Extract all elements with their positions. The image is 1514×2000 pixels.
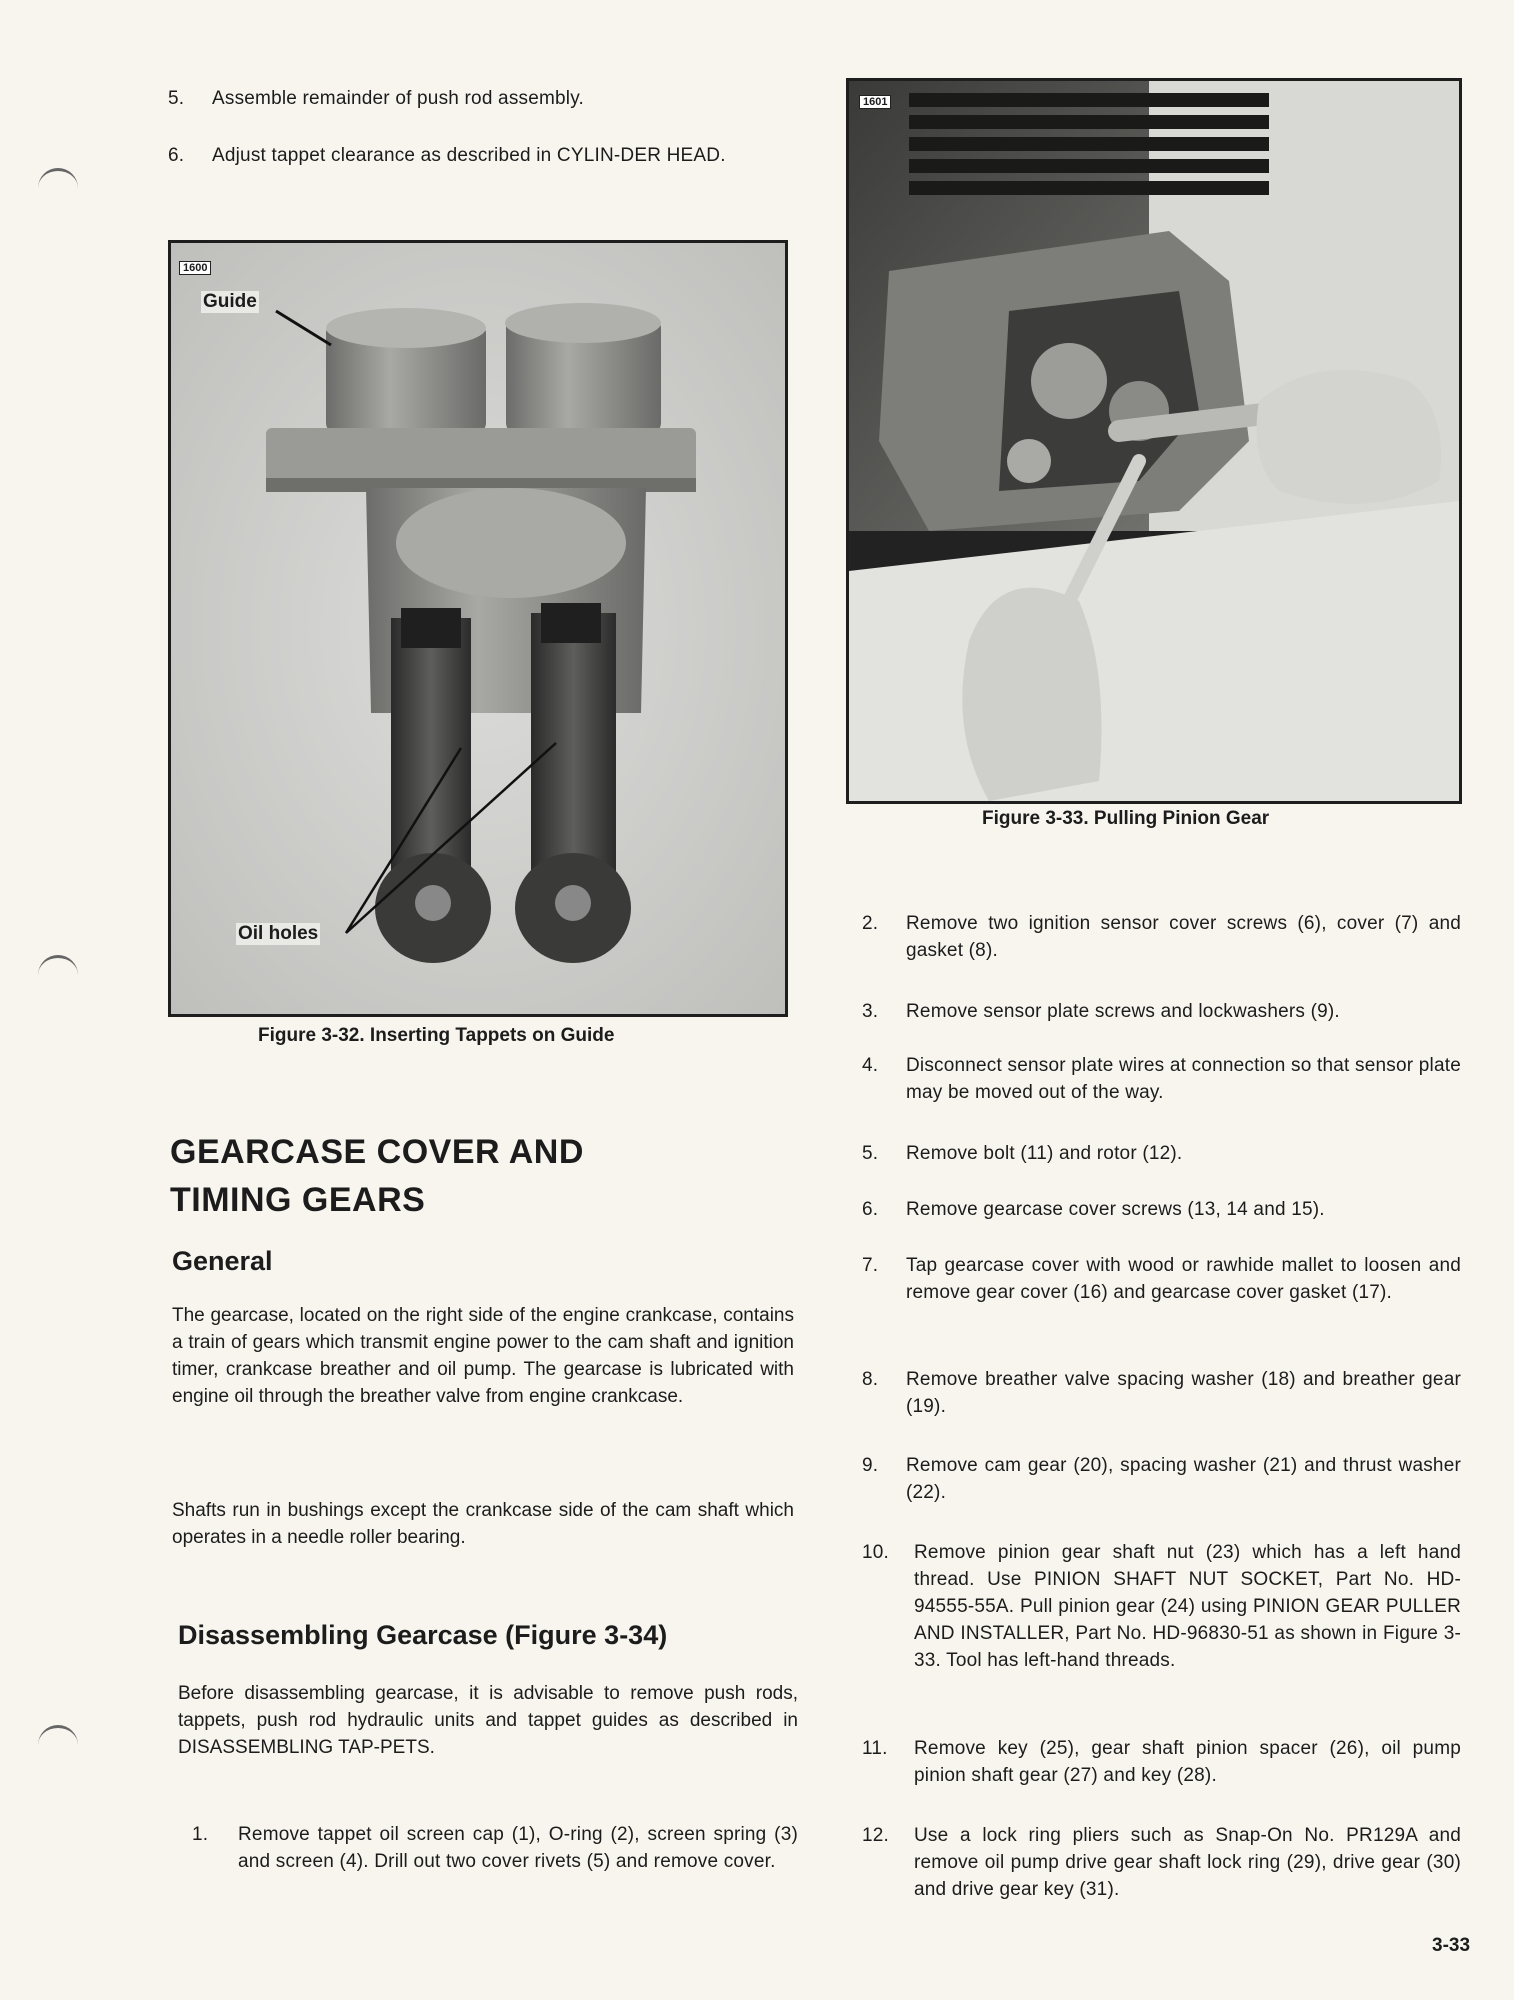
step-number: 2. — [862, 913, 879, 934]
page-number: 3-33 — [1432, 1935, 1471, 1956]
step-text: Remove sensor plate screws and lockwashers (9). — [906, 1001, 1340, 1022]
general-paragraph-2: Shafts run in bushings except the crankcase side of the cam shaft which operates in a needle roller bearing. — [172, 1500, 794, 1548]
step-text: Adjust tappet clearance as described in CYLIN-DER HEAD. — [212, 145, 726, 166]
step-text: Tap gearcase cover with wood or rawhide mallet to loosen and remove gear cover (16) and gearcase cover gasket (17). — [906, 1255, 1461, 1303]
step-text: Remove cam gear (20), spacing washer (21) and thrust washer (22). — [906, 1455, 1461, 1503]
section-title-line1: GEARCASE COVER AND — [170, 1133, 584, 1171]
step-text: Remove key (25), gear shaft pinion spacer (26), oil pump pinion shaft gear (27) and key (28). — [914, 1738, 1461, 1786]
step-number: 4. — [862, 1055, 879, 1076]
step-text: Remove pinion gear shaft nut (23) which has a left hand thread. Use PINION SHAFT NUT SOCKET, Part No. HD-94555-55A. Pull pinion gear (24) using PINION GEAR PULLER AND INSTALLER, Part No. HD-96830-51 as shown in Figure 3-33. Tool has left-hand threads. — [914, 1542, 1461, 1671]
step-text: Remove gearcase cover screws (13, 14 and 15). — [906, 1199, 1325, 1220]
step-number: 9. — [862, 1455, 879, 1476]
step-text: Remove bolt (11) and rotor (12). — [906, 1143, 1183, 1164]
figure-id: 1601 — [859, 95, 891, 109]
binder-hole-mark — [38, 1725, 78, 1750]
figure-id: 1600 — [179, 261, 211, 275]
step-number: 6. — [862, 1199, 879, 1220]
pulling-pinion-gear-illustration — [849, 81, 1459, 801]
step-number: 8. — [862, 1369, 879, 1390]
general-heading: General — [172, 1246, 273, 1276]
step-number: 1. — [192, 1824, 209, 1845]
guide-callout: Guide — [203, 291, 257, 312]
step-number: 5. — [862, 1143, 879, 1164]
section-title-line2: TIMING GEARS — [170, 1181, 426, 1219]
binder-hole-mark — [38, 955, 78, 980]
step-text: Remove two ignition sensor cover screws (6), cover (7) and gasket (8). — [906, 913, 1461, 961]
step-number: 3. — [862, 1001, 879, 1022]
general-paragraph-1: The gearcase, located on the right side of the engine crankcase, contains a train of gears which transmit engine power to the cam shaft and ignition timer, crankcase breather and oil pump. The gearcase is lubricated with engine oil through the breather valve from engine crankcase. — [172, 1305, 794, 1407]
step-number: 12. — [862, 1825, 890, 1846]
step-text: Remove breather valve spacing washer (18) and breather gear (19). — [906, 1369, 1461, 1417]
step-number: 6. — [168, 145, 185, 166]
tappet-guide-illustration — [171, 243, 785, 1014]
step-number: 7. — [862, 1255, 879, 1276]
step-text: Assemble remainder of push rod assembly. — [212, 88, 584, 109]
oil-holes-callout: Oil holes — [238, 923, 319, 944]
step-text: Remove tappet oil screen cap (1), O-ring (2), screen spring (3) and screen (4). Drill out two cover rivets (5) and remove cover. — [238, 1824, 798, 1872]
step-number: 11. — [862, 1738, 888, 1759]
step-number: 5. — [168, 88, 185, 109]
step-number: 10. — [862, 1542, 890, 1563]
figure-3-33-photo — [846, 78, 1462, 804]
disassembling-intro: Before disassembling gearcase, it is advisable to remove push rods, tappets, push rod hydraulic units and tappet guides as described in DISASSEMBLING TAP-PETS. — [178, 1683, 798, 1758]
figure-caption: Figure 3-33. Pulling Pinion Gear — [982, 808, 1270, 829]
figure-3-32-photo — [168, 240, 788, 1017]
disassembling-heading: Disassembling Gearcase (Figure 3-34) — [178, 1620, 668, 1650]
step-text: Use a lock ring pliers such as Snap-On No. PR129A and remove oil pump drive gear shaft lock ring (29), drive gear (30) and drive gear key (31). — [914, 1825, 1461, 1900]
figure-caption: Figure 3-32. Inserting Tappets on Guide — [258, 1025, 615, 1046]
binder-hole-mark — [38, 168, 78, 193]
step-text: Disconnect sensor plate wires at connection so that sensor plate may be moved out of the way. — [906, 1055, 1461, 1103]
